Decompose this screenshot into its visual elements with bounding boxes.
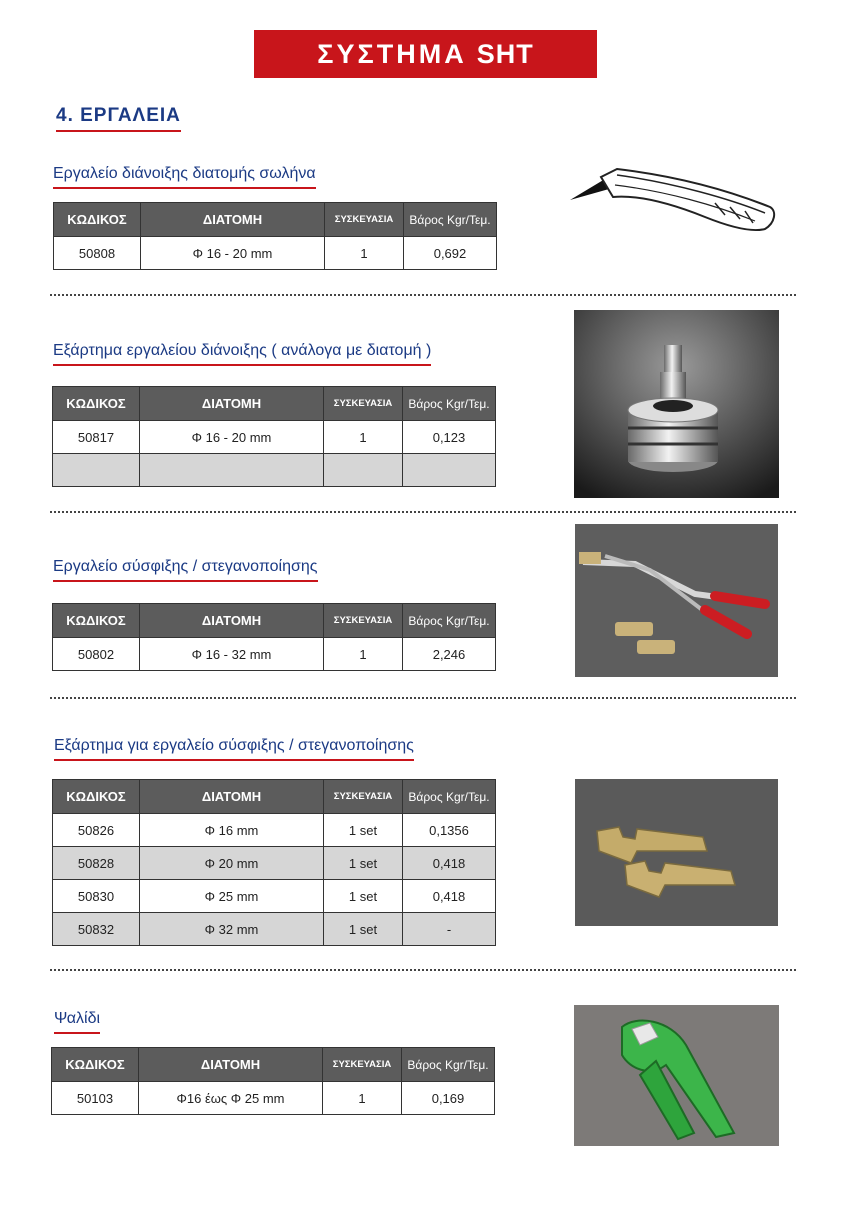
cell-section: Φ 16 mm: [140, 814, 324, 847]
system-banner: [254, 30, 597, 78]
expander-head-image: [574, 310, 779, 498]
col-pack: ΣΥΣΚΕΥΑΣΙΑ: [324, 387, 403, 421]
table-row: [53, 421, 496, 454]
cell-section: Φ 16 - 20 mm: [141, 237, 325, 270]
section-1-title: Εργαλείο διάνοιξης διατομής σωλήνα: [53, 165, 316, 189]
table-row: [53, 847, 496, 880]
section-4-table: [52, 779, 496, 946]
cell-section: [140, 454, 324, 487]
table-row: [52, 1082, 495, 1115]
col-pack: ΣΥΣΚΕΥΑΣΙΑ: [324, 604, 403, 638]
cell-pack: 1: [325, 237, 404, 270]
pipe-expander-tool-image: [565, 155, 780, 235]
separator: [50, 697, 796, 699]
cell-pack: 1 set: [324, 880, 403, 913]
section-5-table: [51, 1047, 495, 1115]
col-pack: ΣΥΣΚΕΥΑΣΙΑ: [325, 203, 404, 237]
col-code: ΚΩΔΙΚΟΣ: [52, 1048, 139, 1082]
cell-pack: 1 set: [324, 814, 403, 847]
cell-code: 50830: [53, 880, 140, 913]
table-row: [53, 638, 496, 671]
cell-weight: 0,123: [403, 421, 496, 454]
separator: [50, 511, 796, 513]
chapter-heading: 4. ΕΡΓΑΛΕΙΑ: [56, 105, 181, 132]
cell-weight: -: [403, 913, 496, 946]
cell-pack: 1: [324, 421, 403, 454]
col-section: ΔΙΑΤΟΜΗ: [140, 604, 324, 638]
cell-pack: 1: [323, 1082, 402, 1115]
col-code: ΚΩΔΙΚΟΣ: [54, 203, 141, 237]
cell-pack: [324, 454, 403, 487]
cell-weight: 0,169: [402, 1082, 495, 1115]
table-header: [53, 780, 496, 814]
banner-system: SHT: [476, 38, 534, 69]
cell-weight: 0,418: [403, 847, 496, 880]
cell-weight: 0,692: [404, 237, 497, 270]
section-1-table: [53, 202, 497, 270]
section-3-title: Εργαλείο σύσφιξης / στεγανοποίησης: [53, 558, 318, 582]
table-row: [53, 454, 496, 487]
separator: [50, 294, 796, 296]
col-weight: Βάρος Kgr/Τεμ.: [404, 203, 497, 237]
cell-section: Φ 32 mm: [140, 913, 324, 946]
col-section: ΔΙΑΤΟΜΗ: [140, 387, 324, 421]
col-section: ΔΙΑΤΟΜΗ: [140, 780, 324, 814]
section-5-title: Ψαλίδι: [54, 1010, 100, 1034]
col-code: ΚΩΔΙΚΟΣ: [53, 780, 140, 814]
cell-weight: 0,418: [403, 880, 496, 913]
separator: [50, 969, 796, 971]
banner-word: ΣΥΣΤΗΜΑ: [317, 38, 467, 69]
pipe-cutter-image: [574, 1005, 779, 1146]
cell-section: Φ16 έως Φ 25 mm: [139, 1082, 323, 1115]
cell-code: 50817: [53, 421, 140, 454]
col-pack: ΣΥΣΚΕΥΑΣΙΑ: [323, 1048, 402, 1082]
table-header: [54, 203, 497, 237]
cell-section: Φ 20 mm: [140, 847, 324, 880]
table-header: [53, 387, 496, 421]
press-tool-image: [575, 524, 778, 677]
cell-code: 50808: [54, 237, 141, 270]
cell-code: 50103: [52, 1082, 139, 1115]
cell-code: 50832: [53, 913, 140, 946]
table-row: [53, 814, 496, 847]
col-code: ΚΩΔΙΚΟΣ: [53, 604, 140, 638]
col-section: ΔΙΑΤΟΜΗ: [141, 203, 325, 237]
cell-pack: 1 set: [324, 913, 403, 946]
section-2-table: [52, 386, 496, 487]
col-weight: Βάρος Kgr/Τεμ.: [403, 780, 496, 814]
cell-code: 50826: [53, 814, 140, 847]
cell-section: Φ 25 mm: [140, 880, 324, 913]
table-row: [54, 237, 497, 270]
table-header: [52, 1048, 495, 1082]
press-jaws-image: [575, 779, 778, 926]
cell-code: [53, 454, 140, 487]
cell-pack: 1: [324, 638, 403, 671]
cell-pack: 1 set: [324, 847, 403, 880]
col-code: ΚΩΔΙΚΟΣ: [53, 387, 140, 421]
cell-section: Φ 16 - 20 mm: [140, 421, 324, 454]
section-3-table: [52, 603, 496, 671]
col-weight: Βάρος Kgr/Τεμ.: [403, 387, 496, 421]
table-header: [53, 604, 496, 638]
cell-weight: 2,246: [403, 638, 496, 671]
cell-section: Φ 16 - 32 mm: [140, 638, 324, 671]
cell-weight: 0,1356: [403, 814, 496, 847]
table-row: [53, 880, 496, 913]
section-2-title: Εξάρτημα εργαλείου διάνοιξης ( ανάλογα με διατομή ): [53, 342, 431, 366]
cell-weight: [403, 454, 496, 487]
col-weight: Βάρος Kgr/Τεμ.: [403, 604, 496, 638]
cell-code: 50828: [53, 847, 140, 880]
col-pack: ΣΥΣΚΕΥΑΣΙΑ: [324, 780, 403, 814]
section-4-title: Εξάρτημα για εργαλείο σύσφιξης / στεγανοποίησης: [54, 737, 414, 761]
table-row: [53, 913, 496, 946]
col-section: ΔΙΑΤΟΜΗ: [139, 1048, 323, 1082]
col-weight: Βάρος Kgr/Τεμ.: [402, 1048, 495, 1082]
cell-code: 50802: [53, 638, 140, 671]
